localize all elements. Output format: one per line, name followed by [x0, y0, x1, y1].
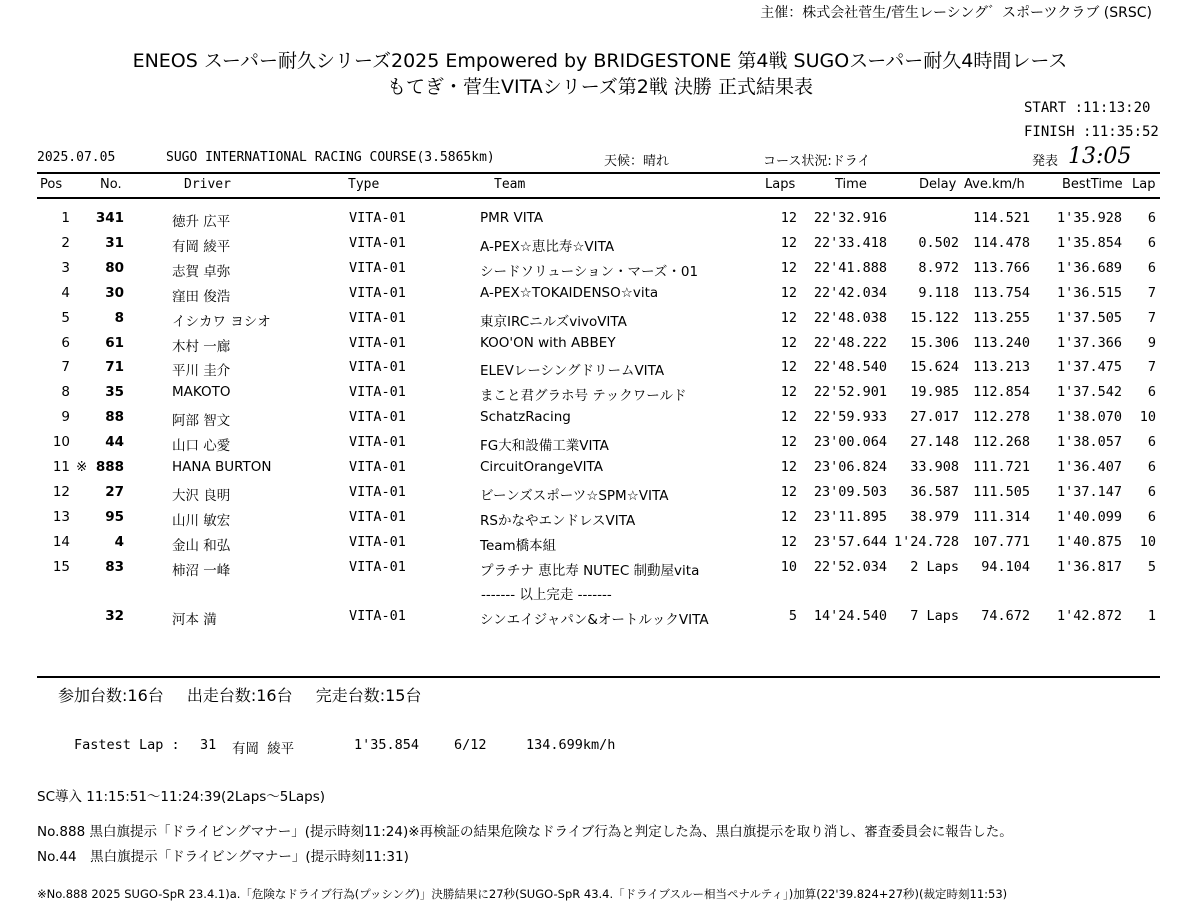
col-time: Time	[835, 177, 867, 192]
cell-no: 44	[105, 434, 124, 451]
safety-car-note: SC導入 11:15:51～11:24:39(2Laps～5Laps)	[37, 789, 326, 805]
cell-time: 22'41.888	[813, 259, 887, 276]
col-delay: Delay	[919, 177, 957, 192]
cell-laps: 10	[780, 558, 797, 575]
cell-driver: 山川 敏宏	[172, 512, 231, 529]
cell-type: VITA-01	[349, 409, 406, 426]
col-best-time: BestTime	[1062, 177, 1123, 192]
race-info-row	[0, 144, 1170, 169]
cell-best-time: 1'35.928	[1056, 210, 1122, 226]
cell-best-time: 1'37.366	[1056, 334, 1122, 351]
cell-best-time: 1'36.817	[1056, 558, 1122, 575]
cell-no: 83	[105, 558, 124, 575]
col-driver: Driver	[184, 177, 231, 192]
cell-best-lap: 6	[1147, 234, 1156, 251]
cell-driver: 木村 一廊	[172, 338, 231, 355]
cell-type: VITA-01	[349, 558, 406, 575]
cell-type: VITA-01	[349, 234, 406, 251]
table-row	[0, 534, 1200, 556]
cell-team: RSかなやエンドレスVITA	[480, 512, 636, 529]
cell-time: 22'52.034	[813, 558, 887, 575]
fastest-lap-speed: 134.699km/h	[526, 737, 616, 753]
table-header-rule	[37, 197, 1160, 199]
cell-pos: 13	[52, 508, 70, 525]
cell-pos: 15	[52, 558, 70, 575]
col-team: Team	[494, 177, 526, 192]
cell-best-time: 1'38.070	[1056, 409, 1122, 426]
cell-avg-speed: 112.278	[973, 409, 1030, 426]
cell-no: 888	[95, 459, 124, 475]
table-row	[0, 359, 1200, 381]
cell-avg-speed: 113.754	[973, 284, 1030, 301]
cell-driver: 志賀 卓弥	[172, 263, 231, 280]
cell-avg-speed: 112.268	[973, 434, 1030, 451]
table-row-nonfinisher	[0, 608, 1200, 630]
cell-time: 22'32.916	[813, 210, 887, 226]
cell-no: 8	[114, 309, 124, 326]
cell-avg-speed: 113.240	[973, 334, 1030, 351]
cell-type: VITA-01	[349, 483, 406, 500]
cell-team: A-PEX☆恵比寿☆VITA	[480, 238, 615, 255]
cell-type: VITA-01	[349, 210, 406, 226]
race-date: 2025.07.05	[37, 150, 116, 165]
table-row	[0, 260, 1200, 282]
table-top-rule	[37, 172, 1160, 174]
cell-delay: 19.985	[910, 384, 959, 401]
cell-team: PMR VITA	[480, 210, 544, 226]
announce-time: 13:05	[1068, 144, 1132, 169]
cell-pos: 12	[52, 483, 70, 500]
cell-type: VITA-01	[349, 608, 406, 624]
col-avg-speed: Ave.km/h	[964, 177, 1025, 192]
cell-type: VITA-01	[349, 508, 406, 525]
cell-driver: 有岡 綾平	[172, 238, 231, 255]
cell-laps: 12	[780, 359, 797, 376]
table-row	[0, 509, 1200, 531]
cell-best-time: 1'38.057	[1056, 434, 1122, 451]
cell-type: VITA-01	[349, 533, 406, 550]
cell-avg-speed: 107.771	[973, 533, 1030, 550]
cell-time: 23'57.644	[813, 533, 887, 550]
cell-driver: 河本 満	[172, 612, 217, 628]
cell-pos: 8	[61, 384, 70, 401]
cell-avg-speed: 111.505	[973, 483, 1030, 500]
announce-label: 発表	[1032, 154, 1059, 169]
cell-driver: 柿沼 一峰	[172, 562, 231, 579]
cell-laps: 12	[780, 384, 797, 401]
cell-best-time: 1'36.515	[1056, 284, 1122, 301]
cell-mark: ※	[76, 459, 88, 475]
cell-team: FG大和設備工業VITA	[480, 438, 609, 455]
cell-no: 4	[114, 533, 124, 550]
cell-time: 22'48.038	[813, 309, 887, 326]
col-no: No.	[100, 177, 122, 192]
cell-laps: 5	[788, 608, 797, 624]
cell-time: 22'48.540	[813, 359, 887, 376]
cell-no: 61	[105, 334, 124, 351]
cell-team: A-PEX☆TOKAIDENSO☆vita	[480, 284, 659, 301]
cell-delay: 36.587	[910, 483, 959, 500]
cell-pos: 14	[52, 533, 70, 550]
cell-pos: 10	[52, 434, 70, 451]
cell-team: プラチナ 恵比寿 NUTEC 制動屋vita	[480, 562, 700, 579]
finish-time: FINISH :11:35:52	[1024, 124, 1159, 140]
finish-separator: ------- 以上完走 -------	[481, 587, 612, 603]
cell-laps: 12	[780, 434, 797, 451]
cell-type: VITA-01	[349, 434, 406, 451]
cell-no: 95	[105, 508, 124, 525]
table-row	[0, 310, 1200, 332]
cell-laps: 12	[780, 234, 797, 251]
cell-laps: 12	[780, 210, 797, 226]
cell-best-lap: 6	[1147, 210, 1156, 226]
table-row	[0, 210, 1200, 232]
cell-no: 341	[95, 210, 124, 226]
organizer-text: 主催：株式会社菅生/菅生レーシング゛スポーツクラブ (SRSC)	[760, 5, 1152, 21]
cell-avg-speed: 113.213	[973, 359, 1030, 376]
cell-best-lap: 5	[1147, 558, 1156, 575]
fastest-lap-driver: 有岡 綾平	[232, 741, 295, 757]
cell-best-lap: 6	[1147, 508, 1156, 525]
cell-type: VITA-01	[349, 259, 406, 276]
cell-time: 22'59.933	[813, 409, 887, 426]
cell-pos: 3	[61, 259, 70, 276]
cell-avg-speed: 112.854	[973, 384, 1030, 401]
cell-avg-speed: 114.521	[973, 210, 1030, 226]
fastest-lap-label: Fastest Lap :	[74, 737, 180, 753]
cell-best-time: 1'37.147	[1056, 483, 1122, 500]
penalty-note-888: No.888 黒白旗提示「ドライビングマナー」(提示時刻11:24)※再検証の結果危険なドライブ行為と判定した為、黒白旗提示を取り消し、審査委員会に報告した。	[37, 824, 1013, 840]
cell-avg-speed: 111.721	[973, 459, 1030, 475]
cell-driver: イシカワ ヨシオ	[172, 313, 271, 330]
cell-driver: 金山 和弘	[172, 537, 231, 554]
cell-team: ELEVレーシングドリームVITA	[480, 363, 665, 380]
cell-driver: 山口 心愛	[172, 438, 231, 455]
cell-laps: 12	[780, 334, 797, 351]
cell-type: VITA-01	[349, 459, 406, 475]
table-row	[0, 384, 1200, 406]
track-condition: コース状況:ドライ	[763, 154, 871, 169]
cell-best-lap: 7	[1147, 359, 1156, 376]
cell-best-time: 1'37.475	[1056, 359, 1122, 376]
table-row	[0, 235, 1200, 257]
table-bottom-rule	[37, 676, 1160, 678]
cell-laps: 12	[780, 533, 797, 550]
cell-team: まこと君グラホ号 テックワールド	[480, 388, 687, 405]
cell-best-lap: 6	[1147, 483, 1156, 500]
cell-delay: 27.148	[910, 434, 959, 451]
cell-avg-speed: 113.766	[973, 259, 1030, 276]
cell-delay: 15.624	[910, 359, 959, 376]
cell-best-time: 1'40.875	[1056, 533, 1122, 550]
cell-driver: 窪田 俊浩	[172, 288, 231, 305]
cell-driver: 阿部 智文	[172, 413, 231, 430]
col-laps: Laps	[765, 177, 796, 192]
cell-team: KOO'ON with ABBEY	[480, 334, 616, 351]
cell-type: VITA-01	[349, 309, 406, 326]
cell-avg-speed: 114.478	[973, 234, 1030, 251]
cell-delay: 15.122	[910, 309, 959, 326]
cell-laps: 12	[780, 483, 797, 500]
page-subtitle: もてぎ・菅生VITAシリーズ第2戦 決勝 正式結果表	[387, 76, 813, 98]
page-title: ENEOS スーパー耐久シリーズ2025 Empowered by BRIDGESTONE 第4戦 SUGOスーパー耐久4時間レース	[132, 50, 1068, 72]
cell-laps: 12	[780, 459, 797, 475]
cell-delay: 27.017	[910, 409, 959, 426]
cell-time: 23'00.064	[813, 434, 887, 451]
cell-best-lap: 7	[1147, 284, 1156, 301]
cell-best-time: 1'40.099	[1056, 508, 1122, 525]
cell-team: ビーンズスポーツ☆SPM☆VITA	[480, 487, 669, 504]
table-row	[0, 285, 1200, 307]
entries-count: 参加台数:16台	[58, 686, 164, 705]
cell-best-time: 1'36.407	[1056, 459, 1122, 475]
cell-driver: HANA BURTON	[172, 459, 272, 475]
penalty-note-44: No.44 黒白旗提示「ドライビングマナー」(提示時刻11:31)	[37, 849, 409, 865]
cell-no: 32	[105, 608, 124, 624]
cell-pos: 2	[61, 234, 70, 251]
cell-best-lap: 10	[1139, 409, 1156, 426]
cell-team: 東京IRCニルズvivoVITA	[480, 313, 627, 330]
cell-time: 22'33.418	[813, 234, 887, 251]
cell-time: 23'06.824	[813, 459, 887, 475]
cell-delay: 33.908	[910, 459, 959, 475]
cell-no: 27	[105, 483, 124, 500]
cell-delay: 2 Laps	[910, 558, 959, 575]
table-row	[0, 335, 1200, 357]
fastest-lap-time: 1'35.854	[354, 737, 420, 753]
cell-best-lap: 6	[1147, 434, 1156, 451]
cell-best-time: 1'37.542	[1056, 384, 1122, 401]
cell-no: 30	[105, 284, 124, 301]
fastest-lap-lap: 6/12	[454, 737, 487, 753]
cell-laps: 12	[780, 284, 797, 301]
table-row	[0, 409, 1200, 431]
cell-pos: 1	[61, 210, 70, 226]
cell-time: 22'42.034	[813, 284, 887, 301]
cell-pos: 11	[52, 459, 70, 475]
cell-laps: 12	[780, 259, 797, 276]
course-name: SUGO INTERNATIONAL RACING COURSE(3.5865km)	[166, 150, 495, 165]
finishers-count: 完走台数:15台	[315, 686, 422, 705]
cell-time: 14'24.540	[813, 608, 887, 624]
cell-no: 35	[105, 384, 124, 401]
cell-pos: 9	[61, 409, 70, 426]
fastest-lap-no: 31	[200, 737, 217, 753]
cell-best-lap: 6	[1147, 459, 1156, 475]
cell-team: Team橋本組	[480, 537, 557, 554]
cell-type: VITA-01	[349, 359, 406, 376]
cell-avg-speed: 111.314	[973, 508, 1030, 525]
cell-avg-speed: 113.255	[973, 309, 1030, 326]
table-header	[0, 177, 1200, 199]
cell-best-time: 1'35.854	[1056, 234, 1122, 251]
cell-type: VITA-01	[349, 334, 406, 351]
starters-count: 出走台数:16台	[186, 686, 293, 705]
table-row	[0, 484, 1200, 506]
cell-driver: 大沢 良明	[172, 487, 231, 504]
cell-delay: 0.502	[918, 234, 959, 251]
table-row	[0, 434, 1200, 456]
cell-no: 88	[105, 409, 124, 426]
col-pos: Pos	[40, 177, 63, 192]
cell-pos: 5	[61, 309, 70, 326]
cell-time: 23'09.503	[813, 483, 887, 500]
weather: 天候：晴れ	[604, 154, 670, 169]
cell-best-lap: 10	[1139, 533, 1156, 550]
cell-team: シンエイジャパン&オートルックVITA	[480, 612, 709, 628]
cell-best-lap: 9	[1147, 334, 1156, 351]
cell-pos: 7	[61, 359, 70, 376]
cell-best-time: 1'36.689	[1056, 259, 1122, 276]
col-type: Type	[348, 177, 380, 192]
cell-type: VITA-01	[349, 284, 406, 301]
cell-best-lap: 6	[1147, 259, 1156, 276]
cell-delay: 8.972	[918, 259, 959, 276]
cell-time: 22'52.901	[813, 384, 887, 401]
table-row	[0, 459, 1200, 481]
cell-team: CircuitOrangeVITA	[480, 459, 603, 475]
cell-laps: 12	[780, 309, 797, 326]
cell-avg-speed: 94.104	[981, 558, 1030, 575]
cell-team: シードソリューション・マーズ・01	[480, 263, 699, 280]
col-best-lap: Lap	[1132, 177, 1156, 192]
cell-delay: 15.306	[910, 334, 959, 351]
cell-best-lap: 1	[1147, 608, 1156, 624]
car-counts	[58, 683, 439, 706]
start-time: START :11:13:20	[1024, 100, 1151, 116]
cell-pos: 4	[61, 284, 70, 301]
cell-best-time: 1'42.872	[1056, 608, 1122, 624]
cell-delay: 7 Laps	[910, 608, 959, 624]
cell-time: 22'48.222	[813, 334, 887, 351]
cell-delay: 38.979	[910, 508, 959, 525]
cell-laps: 12	[780, 508, 797, 525]
cell-avg-speed: 74.672	[981, 608, 1030, 624]
cell-delay: 1'24.728	[893, 533, 959, 550]
cell-best-lap: 6	[1147, 384, 1156, 401]
cell-pos: 6	[61, 334, 70, 351]
cell-team: SchatzRacing	[480, 409, 571, 426]
table-row	[0, 559, 1200, 581]
cell-best-time: 1'37.505	[1056, 309, 1122, 326]
cell-no: 71	[105, 359, 124, 376]
footnote: ※No.888 2025 SUGO-SpR 23.4.1)a.「危険なドライブ行為(プッシング)」決勝結果に27秒(SUGO-SpR 43.4.「ドライブスルー相当ペナルティ」)加算(22'39.824+27秒)(裁定時刻11:53)	[37, 887, 1008, 901]
cell-delay: 9.118	[918, 284, 959, 301]
cell-driver: 平川 圭介	[172, 363, 231, 380]
cell-driver: MAKOTO	[172, 384, 231, 401]
cell-no: 80	[105, 259, 124, 276]
cell-type: VITA-01	[349, 384, 406, 401]
cell-best-lap: 7	[1147, 309, 1156, 326]
cell-time: 23'11.895	[813, 508, 887, 525]
cell-no: 31	[105, 234, 124, 251]
cell-driver: 徳升 広平	[172, 214, 231, 230]
cell-laps: 12	[780, 409, 797, 426]
